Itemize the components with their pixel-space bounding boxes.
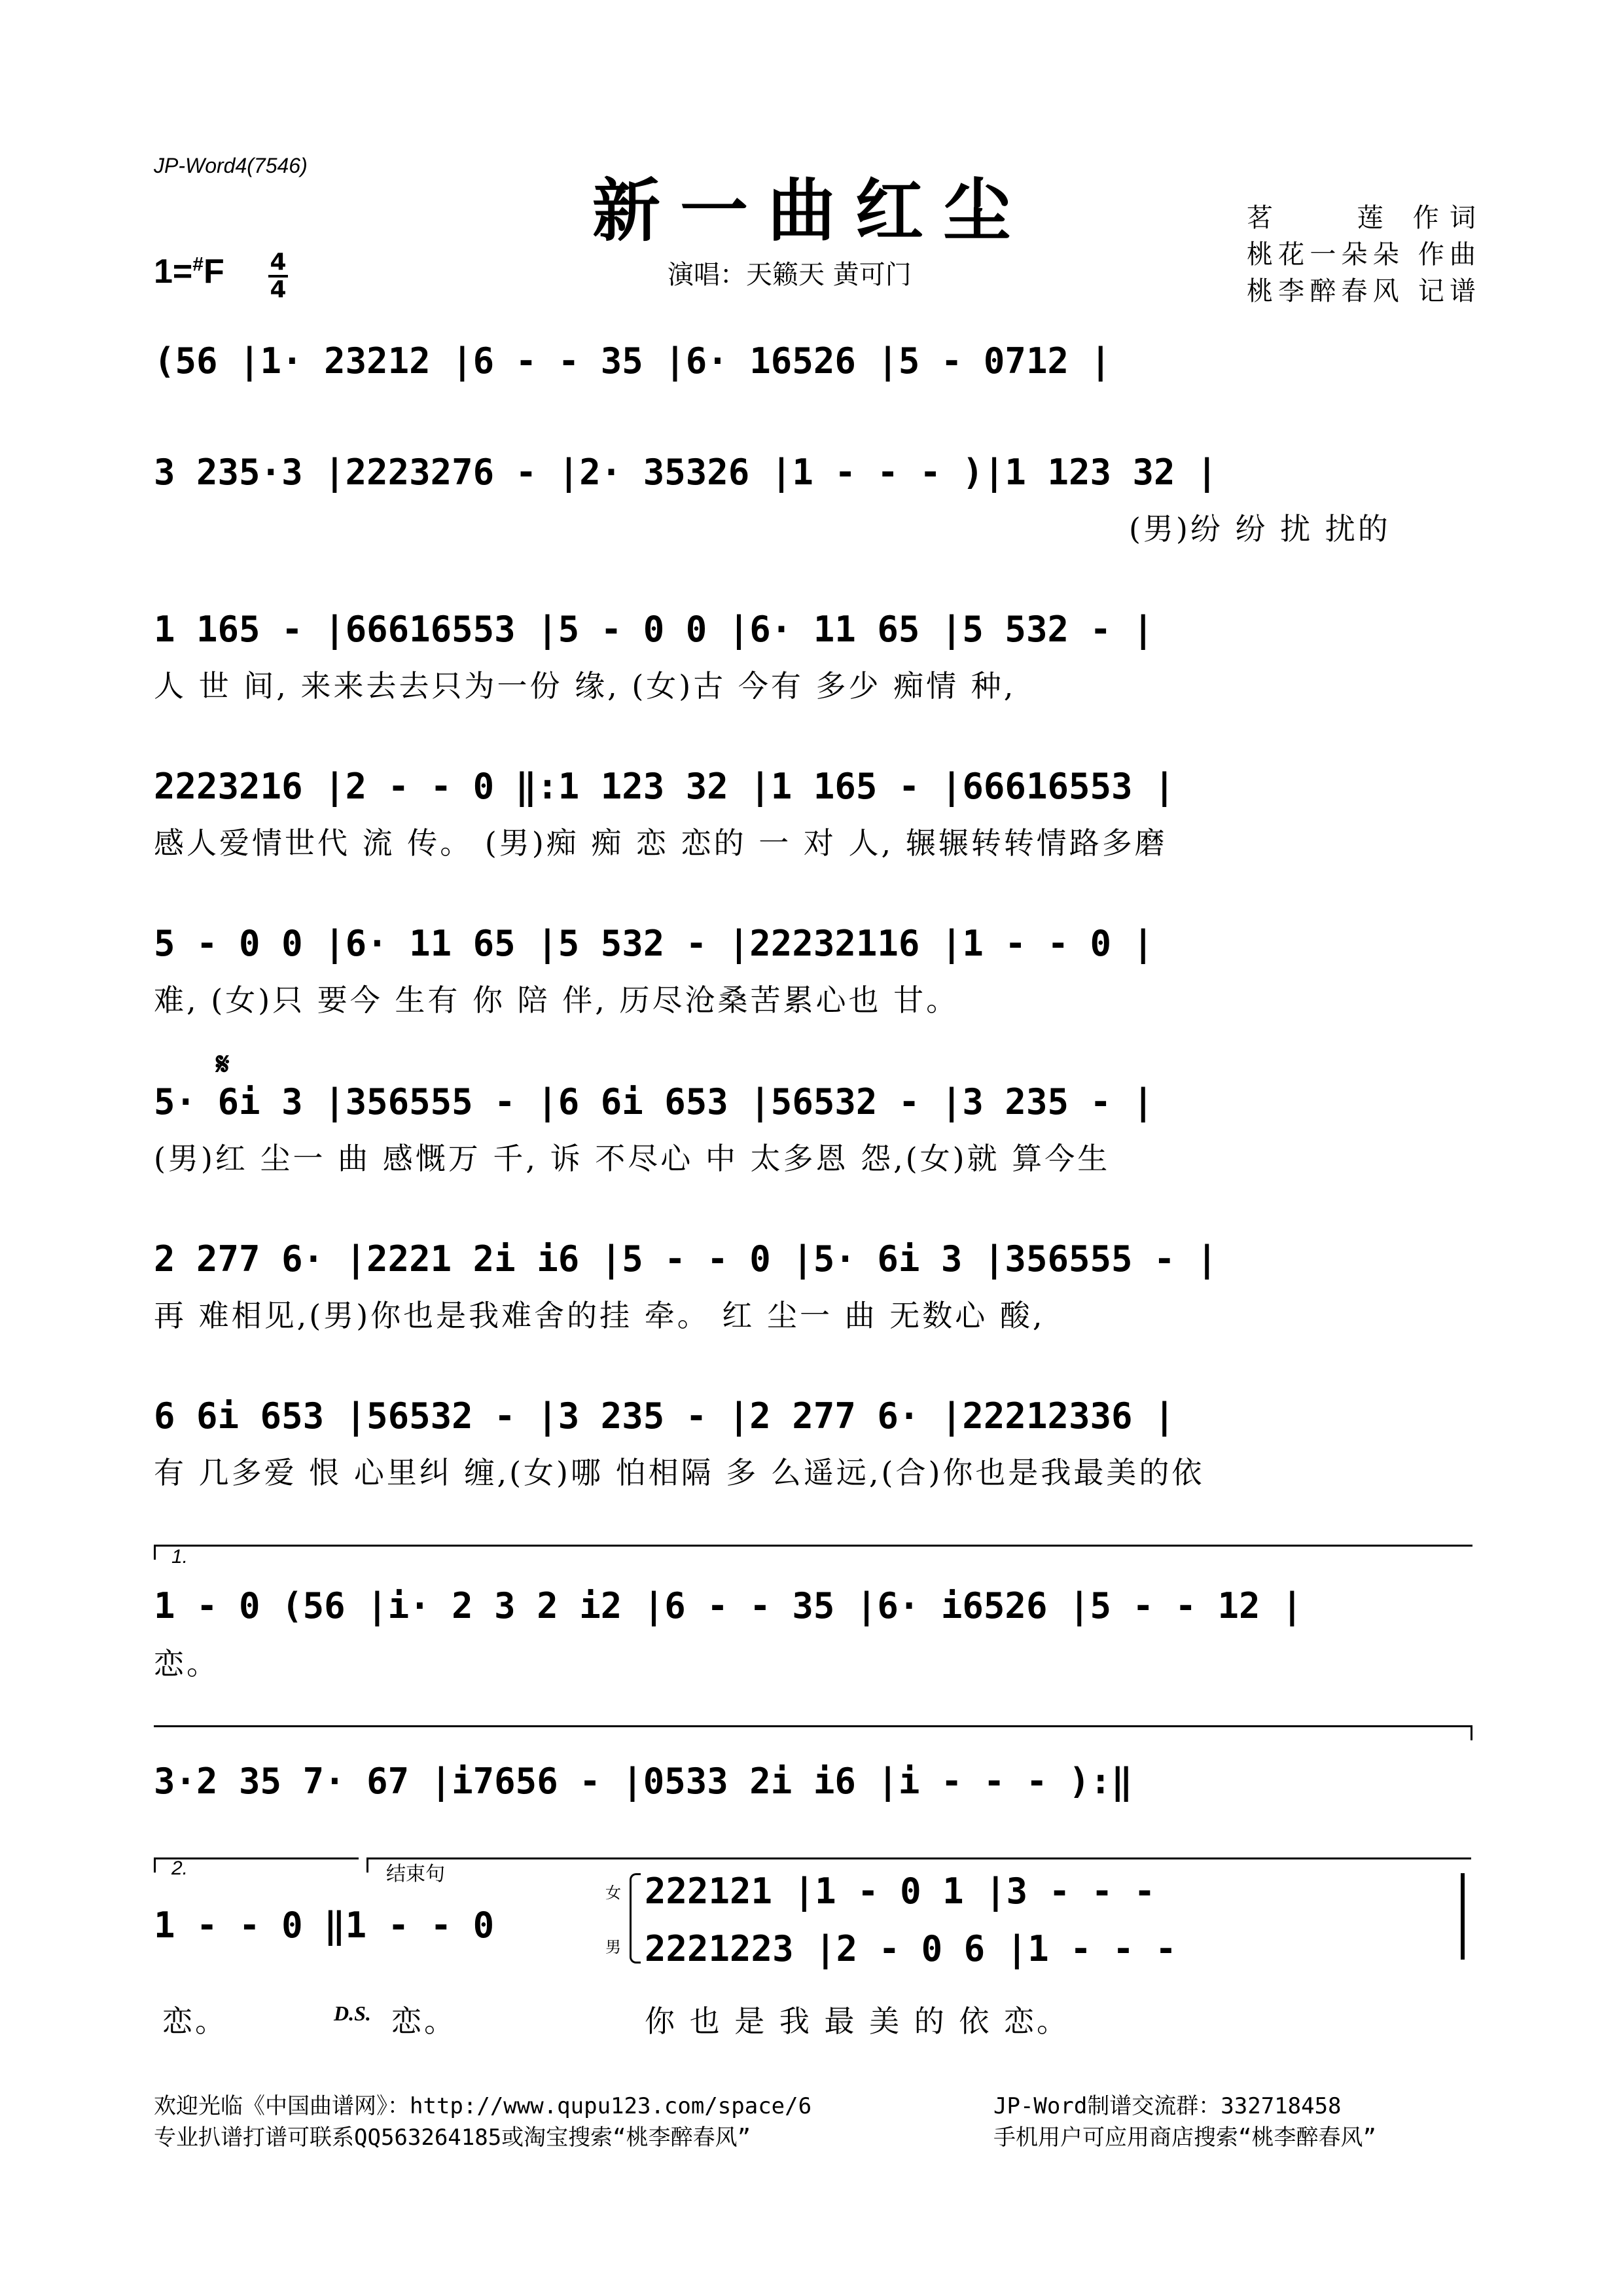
lyrics-row-3: 人 世 间, 来来去去只为一份 缘, (女)古 今有 多少 痴情 种, [154,668,1016,704]
time-signature [268,250,288,302]
volta-2-label: 2. [171,1857,188,1879]
female-notes: 222121 |1 - 0 1 |3 - - - [645,1871,1156,1912]
lyrics-row-2: (男)纷 纷 扰 扰的 [1129,511,1391,547]
lyrics-row-5: 难, (女)只 要今 生有 你 陪 伴, 历尽沧桑苦累心也 甘。 [154,982,959,1018]
song-title: 新一曲红尘 [592,170,1031,251]
transcriber-credit: 桃李醉春风 记谱 [1247,276,1476,306]
footer-website: 欢迎光临《中国曲谱网》：http://www.qupu123.com/space/6 [154,2093,812,2119]
ending-lyrics-left: 恋。 [162,2003,228,2039]
coda-label: 结束句 [386,1863,445,1885]
lyrics-row-7: 再 难相见,(男)你也是我难舍的挂 牵。 红 尘一 曲 无数心 酸, [154,1298,1045,1333]
lyricist-credit: 茗 莲 作词 [1247,203,1476,233]
volta-1-label: 1. [171,1546,188,1568]
time-bottom: 4 [270,276,287,303]
footer-left [154,2090,812,2153]
volta-bracket-1 [154,1545,1472,1560]
footer-contact: 专业扒谱打谱可联系QQ563264185或淘宝搜索“桃李醉春风” [154,2125,751,2151]
score-row-2: 3 235·3 |2223276 - |2· 35326 |1 - - - )|1 123 32 | [154,452,1218,493]
score-row-3: 1 165 - |66616553 |5 - 0 0 |6· 11 65 |5 532 - | [154,609,1154,650]
score-row-5: 5 - 0 0 |6· 11 65 |5 532 - |22232116 |1 - - 0 | [154,923,1154,964]
part-brace [630,1873,641,1964]
ending-lyrics-right: 你 也 是 我 最 美 的 依 恋。 [645,2003,1069,2039]
ds-marking: D.S. [334,2001,371,2025]
score-row-9: 1 - 0 (56 |i· 2 3 2 i2 |6 - - 35 |6· i6526 |5 - - 12 | [154,1585,1303,1626]
lyrics-row-9: 恋。 [154,1646,219,1681]
composer-credit: 桃花一朵朵 作曲 [1247,240,1476,270]
male-notes: 2221223 |2 - 0 6 |1 - - - [645,1928,1177,1969]
ending-notes-left: 1 - - 0 ‖1 - - 0 [154,1905,495,1946]
repeat-bracket [154,1725,1472,1740]
score-row-4: 2223216 |2 - - 0 ‖:1 123 32 |1 165 - |66616553 | [154,766,1175,807]
singer-credit: 演唱：天籁天 黄可门 [668,260,912,290]
score-row-7: 2 277 6· |2221 2i i6 |5 - - 0 |5· 6i 3 |356555 - | [154,1238,1218,1280]
male-part-label: 男 [605,1938,621,1956]
sharp-icon: # [192,253,204,276]
software-label: JP-Word4(7546) [154,154,308,177]
score-row-8: 6 6i 653 |56532 - |3 235 - |2 277 6· |22212336 | [154,1395,1175,1437]
score-row-10: 3·2 35 7· 67 |i7656 - |0533 2i i6 |i - - - ):‖ [154,1761,1133,1802]
time-top: 4 [270,249,287,276]
credits [1247,200,1476,310]
footer-group: JP-Word制谱交流群：332718458 [993,2093,1342,2119]
key-prefix: 1= [154,253,193,291]
lyrics-row-8: 有 几多爱 恨 心里纠 缠,(女)哪 怕相隔 多 么遥远,(合)你也是我最美的依 [154,1455,1205,1490]
score-row-6: 5· 6i 3 |356555 - |6 6i 653 |56532 - |3 235 - | [154,1081,1154,1122]
female-part-label: 女 [605,1884,621,1902]
lyrics-row-6: (男)红 尘一 曲 感慨万 千, 诉 不尽心 中 太多恩 怨,(女)就 算今生 [154,1141,1111,1176]
lyrics-row-4: 感人爱情世代 流 传。 (男)痴 痴 恋 恋的 一 对 人, 辗辗转转情路多磨 [154,825,1168,861]
ending-lyrics-mid: 恋。 [391,2003,457,2039]
key-signature [154,252,224,291]
key-note: F [203,253,224,291]
footer-right [993,2090,1376,2153]
footer-app: 手机用户可应用商店搜索“桃李醉春风” [993,2125,1376,2151]
final-barline [1461,1873,1470,1960]
score-row-1: (56 |1· 23212 |6 - - 35 |6· 16526 |5 - 0712 | [154,340,1111,382]
segno-icon: 𝄋 [216,1046,230,1083]
